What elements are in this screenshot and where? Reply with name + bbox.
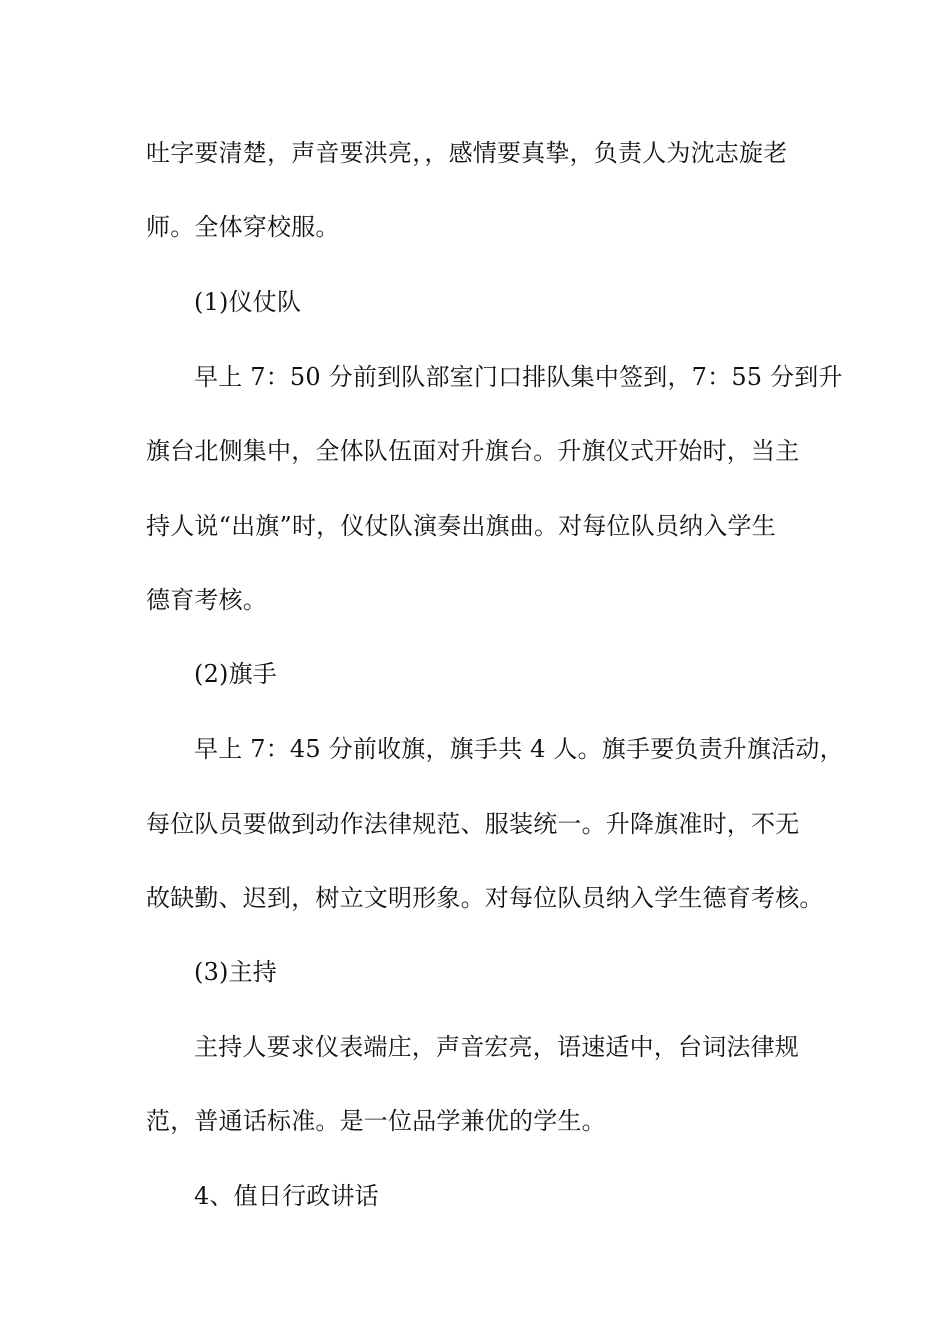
paragraph-line: 每位队员要做到动作法律规范、服装统一。升降旗准时，不无: [146, 810, 800, 838]
paragraph-line: 持人说“出旗”时，仪仗队演奏出旗曲。对每位队员纳入学生: [146, 512, 776, 540]
paragraph-line: 早上 7：45 分前收旗，旗手共 4 人。旗手要负责升旗活动，: [194, 735, 844, 763]
paragraph-line: 德育考核。: [146, 586, 267, 614]
section-heading-flag-bearers: (2)旗手: [194, 660, 277, 688]
section-heading-honor-guard: (1)仪仗队: [194, 288, 302, 316]
paragraph-line: 故缺勤、迟到，树立文明形象。对每位队员纳入学生德育考核。: [146, 884, 824, 912]
paragraph-line: 吐字要清楚，声音要洪亮，，感情要真挚，负责人为沈志旋老: [146, 139, 788, 167]
section-heading-host: (3)主持: [194, 958, 277, 986]
paragraph-line: 师。全体穿校服。: [146, 213, 340, 241]
paragraph-line: 主持人要求仪表端庄，声音宏亮，语速适中，台词法律规: [194, 1033, 799, 1061]
paragraph-line: 早上 7：50 分前到队部室门口排队集中签到，7：55 分到升: [194, 363, 843, 391]
paragraph-line: 旗台北侧集中，全体队伍面对升旗台。升旗仪式开始时，当主: [146, 437, 800, 465]
section-heading-duty-admin-speech: 4、值日行政讲话: [194, 1182, 379, 1210]
paragraph-line: 范，普通话标准。是一位品学兼优的学生。: [146, 1107, 606, 1135]
